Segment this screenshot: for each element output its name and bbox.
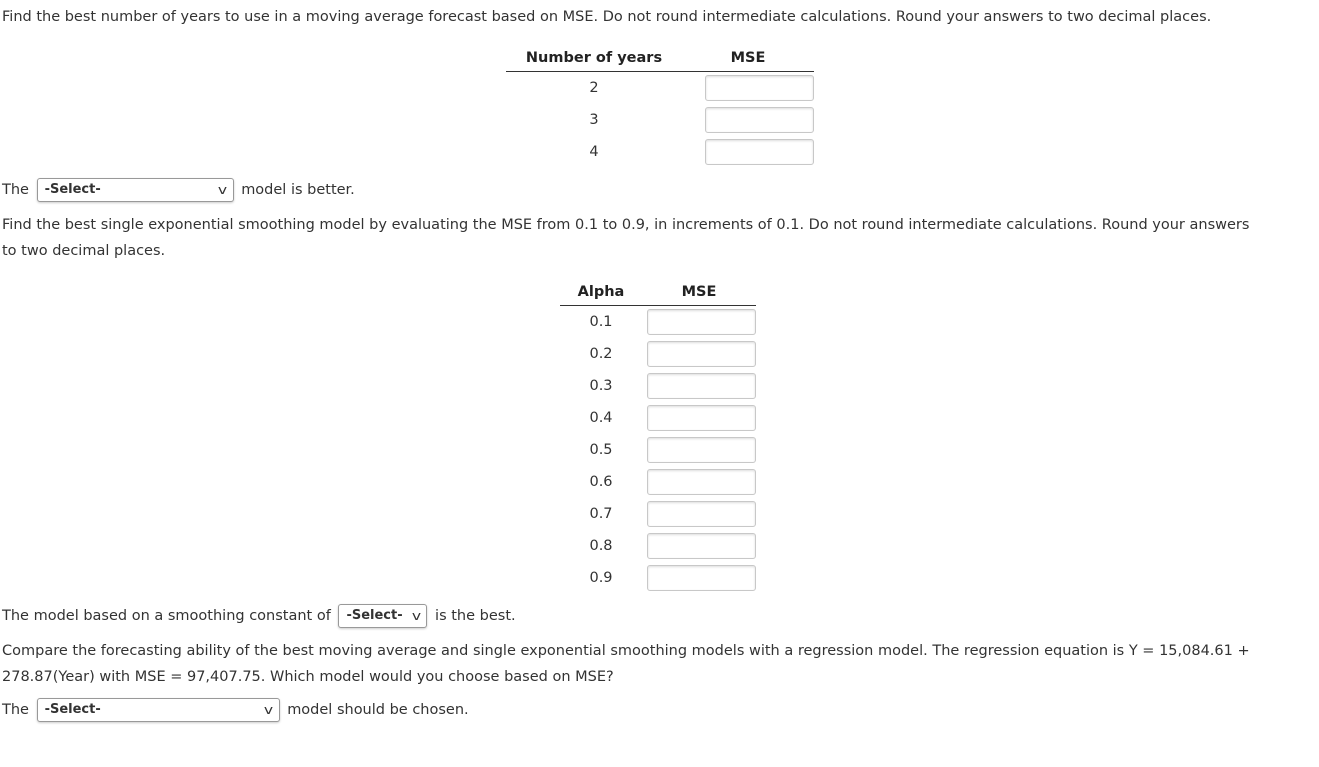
mse-input[interactable] <box>705 139 814 165</box>
table-row <box>560 562 756 594</box>
alpha-label: 0.5 <box>589 442 613 458</box>
sentence-text: is the best. <box>435 608 516 624</box>
best-overall-model-select[interactable] <box>37 698 280 722</box>
q2-answer-sentence <box>2 604 516 628</box>
q3-instruction <box>2 638 1250 690</box>
table-row <box>506 136 814 168</box>
moving-average-table <box>506 45 814 168</box>
chevron-down-icon: v <box>412 609 422 623</box>
best-alpha-select[interactable] <box>338 604 427 628</box>
select-value: -Select- <box>346 608 403 623</box>
col-mse: MSE <box>730 50 766 66</box>
q3-answer-sentence <box>2 698 469 722</box>
table-row <box>506 72 814 105</box>
mse-input[interactable] <box>647 405 756 431</box>
alpha-label: 0.1 <box>589 314 613 330</box>
mse-input[interactable] <box>647 565 756 591</box>
mse-input[interactable] <box>705 75 814 101</box>
select-value: -Select- <box>44 182 101 197</box>
table-row <box>506 104 814 136</box>
mse-input[interactable] <box>647 373 756 399</box>
sentence-text: model should be chosen. <box>287 702 469 718</box>
table-row <box>560 402 756 434</box>
q1-instruction: Find the best number of years to use in a moving average forecast based on MSE. Do not round intermediate calculations. Round your answers to two decimal places. <box>2 9 1212 25</box>
alpha-label: 0.3 <box>589 378 613 394</box>
table-row <box>560 434 756 466</box>
mse-input[interactable] <box>647 437 756 463</box>
mse-input[interactable] <box>647 501 756 527</box>
years-label: 2 <box>589 80 599 96</box>
col-number-of-years: Number of years <box>525 50 663 66</box>
table-row <box>560 498 756 530</box>
instruction-line: 278.87(Year) with MSE = 97,407.75. Which model would you choose based on MSE? <box>2 669 614 685</box>
mse-input[interactable] <box>647 533 756 559</box>
sentence-text: The model based on a smoothing constant of <box>2 608 331 624</box>
instruction-line: Compare the forecasting ability of the best moving average and single exponential smoothing models with a regression model. The regression equation is Y = 15,084.61 + <box>2 643 1250 659</box>
sentence-text: The <box>2 182 29 198</box>
mse-input[interactable] <box>705 107 814 133</box>
col-mse: MSE <box>681 284 717 300</box>
q1-answer-sentence <box>2 178 355 202</box>
mse-input[interactable] <box>647 469 756 495</box>
years-label: 3 <box>589 112 599 128</box>
chevron-down-icon: v <box>264 703 274 717</box>
alpha-label: 0.4 <box>589 410 613 426</box>
table-row <box>560 338 756 370</box>
alpha-label: 0.8 <box>589 538 613 554</box>
instruction-line: Find the best single exponential smoothing model by evaluating the MSE from 0.1 to 0.9, in increments of 0.1. Do not round intermediate calculations. Round your answers <box>2 217 1250 233</box>
exponential-smoothing-table <box>560 279 756 594</box>
col-alpha: Alpha <box>577 284 625 300</box>
best-moving-average-select[interactable] <box>37 178 234 202</box>
alpha-label: 0.6 <box>589 474 613 490</box>
alpha-label: 0.2 <box>589 346 613 362</box>
years-label: 4 <box>589 144 599 160</box>
table-row <box>560 530 756 562</box>
select-value: -Select- <box>44 702 101 717</box>
alpha-label: 0.9 <box>589 570 613 586</box>
alpha-label: 0.7 <box>589 506 613 522</box>
q2-instruction <box>2 212 1249 264</box>
table-row <box>560 370 756 402</box>
chevron-down-icon: v <box>218 183 228 197</box>
sentence-text: model is better. <box>241 182 355 198</box>
mse-input[interactable] <box>647 341 756 367</box>
sentence-text: The <box>2 702 29 718</box>
table-row <box>560 466 756 498</box>
table-row <box>560 306 756 339</box>
instruction-line: to two decimal places. <box>2 243 166 259</box>
mse-input[interactable] <box>647 309 756 335</box>
